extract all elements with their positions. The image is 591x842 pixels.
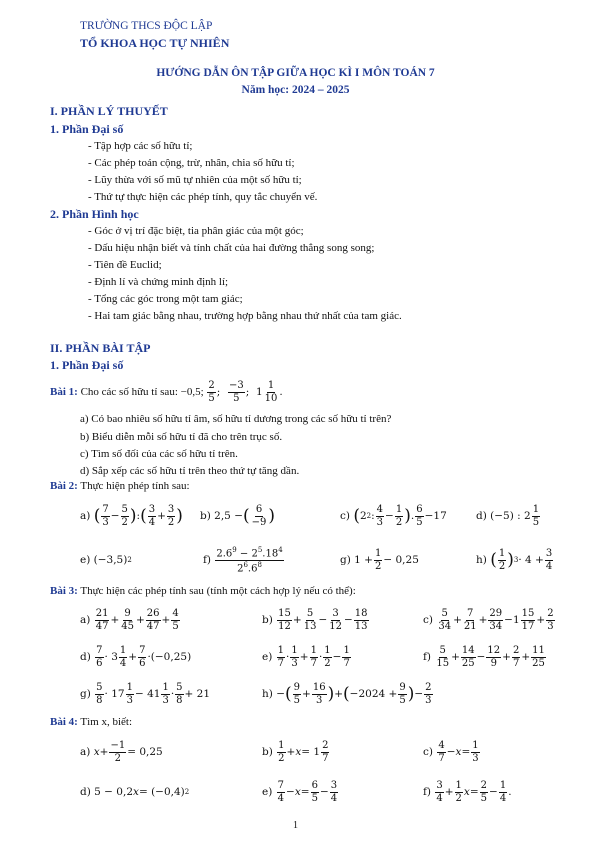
bai4-label: Bài 4:: [50, 716, 78, 728]
department-name: TỔ KHOA HỌC TỰ NHIÊN: [80, 36, 230, 50]
bai4-expr-f: f) $\frac{3}{4}$ + $\frac{1}{2}$ x = $\frac{2}{5}$ − $\frac{1}{4}$ .: [423, 780, 512, 804]
bai2-expr-f: f) $\frac{2.6^9 - 2^5.18^4}{2^6.6^8}$: [203, 545, 283, 574]
theory-item: - Hai tam giác bằng nhau, trường hợp bằng nhau thứ nhất của tam giác.: [88, 310, 402, 322]
document-title: HƯỚNG DẪN ÔN TẬP GIỮA HỌC KÌ I MÔN TOÁN 7: [156, 67, 435, 79]
school-name: TRƯỜNG THCS ĐỘC LẬP: [80, 20, 213, 32]
bai1-statement: [50, 380, 283, 404]
bai1-numbers: $\frac{2}{5}$ ; $\frac{-3}{5}$ ; 1 $\frac{1}{10}$ .: [208, 380, 283, 404]
exercises-heading: II. PHẦN BÀI TẬP: [50, 341, 151, 355]
theory-item: - Các phép toán cộng, trừ, nhân, chia số hữu tỉ;: [88, 157, 295, 169]
theory-algebra-heading: 1. Phần Đại số: [50, 122, 124, 136]
theory-item: - Lũy thừa với số mũ tự nhiên của một số hữu tỉ;: [88, 174, 302, 186]
theory-item: - Góc ở vị trí đặc biệt, tia phân giác của một góc;: [88, 225, 304, 237]
theory-item: - Tập hợp các số hữu tỉ;: [88, 140, 193, 152]
bai2-text: Thực hiện phép tính sau:: [80, 480, 190, 492]
bai3-expr-g: g) $\frac{5}{8}$ · 17 $\frac{1}{3}$ − 41 $\frac{1}{3}$ · $\frac{5}{8}$ + 21: [80, 682, 211, 706]
bai4-expr-e: e) $\frac{7}{4}$ − x = $\frac{6}{5}$ − $\frac{3}{4}$: [262, 780, 338, 804]
bai4-text: Tìm x, biết:: [80, 716, 133, 728]
bai1-question: b) Biểu diễn mỗi số hữu tỉ đã cho trên trục số.: [80, 431, 283, 443]
bai1-question: a) Có bao nhiêu số hữu tỉ âm, số hữu tỉ dương trong các số hữu tỉ trên?: [80, 413, 392, 425]
bai2-expr-h: h) ( $\frac{1}{2}$ ) 3 · 4 + $\frac{3}{4}$: [476, 548, 553, 572]
bai2-expr-b: b) 2,5 − ( $\frac{6}{-9}$ ): [200, 504, 276, 528]
theory-item: - Thứ tự thực hiện các phép tính, quy tắc chuyển vế.: [88, 191, 318, 203]
theory-item: - Tổng các góc trong một tam giác;: [88, 293, 243, 305]
bai4-expr-b: b) $\frac{1}{2}$ + x = 1 $\frac{2}{7}$: [262, 740, 329, 764]
bai3-expr-a: a) $\frac{21}{47}$ + $\frac{9}{45}$ + $\frac{26}{47}$ + $\frac{4}{5}$: [80, 608, 179, 632]
bai3-label: Bài 3:: [50, 585, 78, 597]
bai3-expr-h: h) − ( $\frac{9}{5}$ + $\frac{16}{3}$ ) + ( −2024 + $\frac{9}{5}$ ) − $\frac{2}{3}$: [262, 682, 432, 706]
bai3-expr-f: f) $\frac{5}{15}$ + $\frac{14}{25}$ − $\frac{12}{9}$ + $\frac{2}{7}$ + $\frac{11}{25}$: [423, 645, 545, 669]
bai1-question: d) Sắp xếp các số hữu tỉ trên theo thứ tự tăng dần.: [80, 465, 300, 477]
exercises-algebra-heading: 1. Phần Đại số: [50, 358, 124, 372]
bai4-statement: [50, 716, 132, 728]
theory-item: - Tiên đề Euclid;: [88, 259, 162, 271]
school-year: Năm học: 2024 – 2025: [241, 84, 350, 96]
bai4-expr-c: c) $\frac{4}{7}$ − x = $\frac{1}{3}$: [423, 740, 479, 764]
bai2-expr-e: e) (−3,5) 2: [80, 554, 132, 566]
bai1-label: Bài 1:: [50, 386, 78, 398]
theory-geometry-heading: 2. Phần Hình học: [50, 207, 139, 221]
bai1-question: c) Tìm số đối của các số hữu tỉ trên.: [80, 448, 238, 460]
bai2-expr-d: d) (−5) : 2 $\frac{1}{5}$: [476, 504, 540, 528]
bai3-expr-b: b) $\frac{15}{12}$ + $\frac{5}{13}$ − $\frac{3}{12}$ − $\frac{18}{13}$: [262, 608, 368, 632]
theory-item: - Dấu hiệu nhận biết và tính chất của hai đường thẳng song song;: [88, 242, 375, 254]
bai3-statement: [50, 585, 356, 597]
bai3-text: Thực hiện các phép tính sau (tính một cách hợp lý nếu có thể):: [80, 585, 356, 597]
theory-item: - Định lí và chứng minh định lí;: [88, 276, 229, 288]
bai2-expr-a: a) ( $\frac{7}{3}$ − $\frac{5}{2}$ ) : ( $\frac{3}{4}$ + $\frac{3}{2}$ ): [80, 504, 183, 528]
bai2-expr-g: g) 1 + $\frac{1}{2}$ − 0,25: [340, 548, 419, 572]
bai3-expr-d: d) $\frac{7}{6}$ · 3 $\frac{1}{4}$ + $\frac{7}{6}$ ·(−0,25): [80, 645, 192, 669]
bai3-expr-c: c) $\frac{5}{34}$ + $\frac{7}{21}$ + $\frac{29}{34}$ −1 $\frac{15}{17}$ + $\frac{2}{3}$: [423, 608, 554, 632]
page-number: 1: [293, 820, 298, 831]
bai1-text: Cho các số hữu tỉ sau: −0,5;: [80, 386, 204, 398]
bai4-expr-d: d) 5 − 0,2 x = (−0,4) 2: [80, 786, 190, 798]
bai4-expr-a: a) x + $\frac{-1}{2}$ = 0,25: [80, 740, 163, 764]
bai3-expr-e: e) $\frac{1}{7}$ · $\frac{1}{3}$ + $\frac{1}{7}$ · $\frac{1}{2}$ − $\frac{1}{7}$: [262, 645, 350, 669]
bai2-label: Bài 2:: [50, 480, 78, 492]
bai2-expr-c: c) ( 2 2 : $\frac{4}{3}$ − $\frac{1}{2}$ ) . $\frac{6}{5}$ −17: [340, 504, 447, 528]
theory-heading: I. PHẦN LÝ THUYẾT: [50, 104, 168, 118]
bai2-statement: [50, 480, 190, 492]
